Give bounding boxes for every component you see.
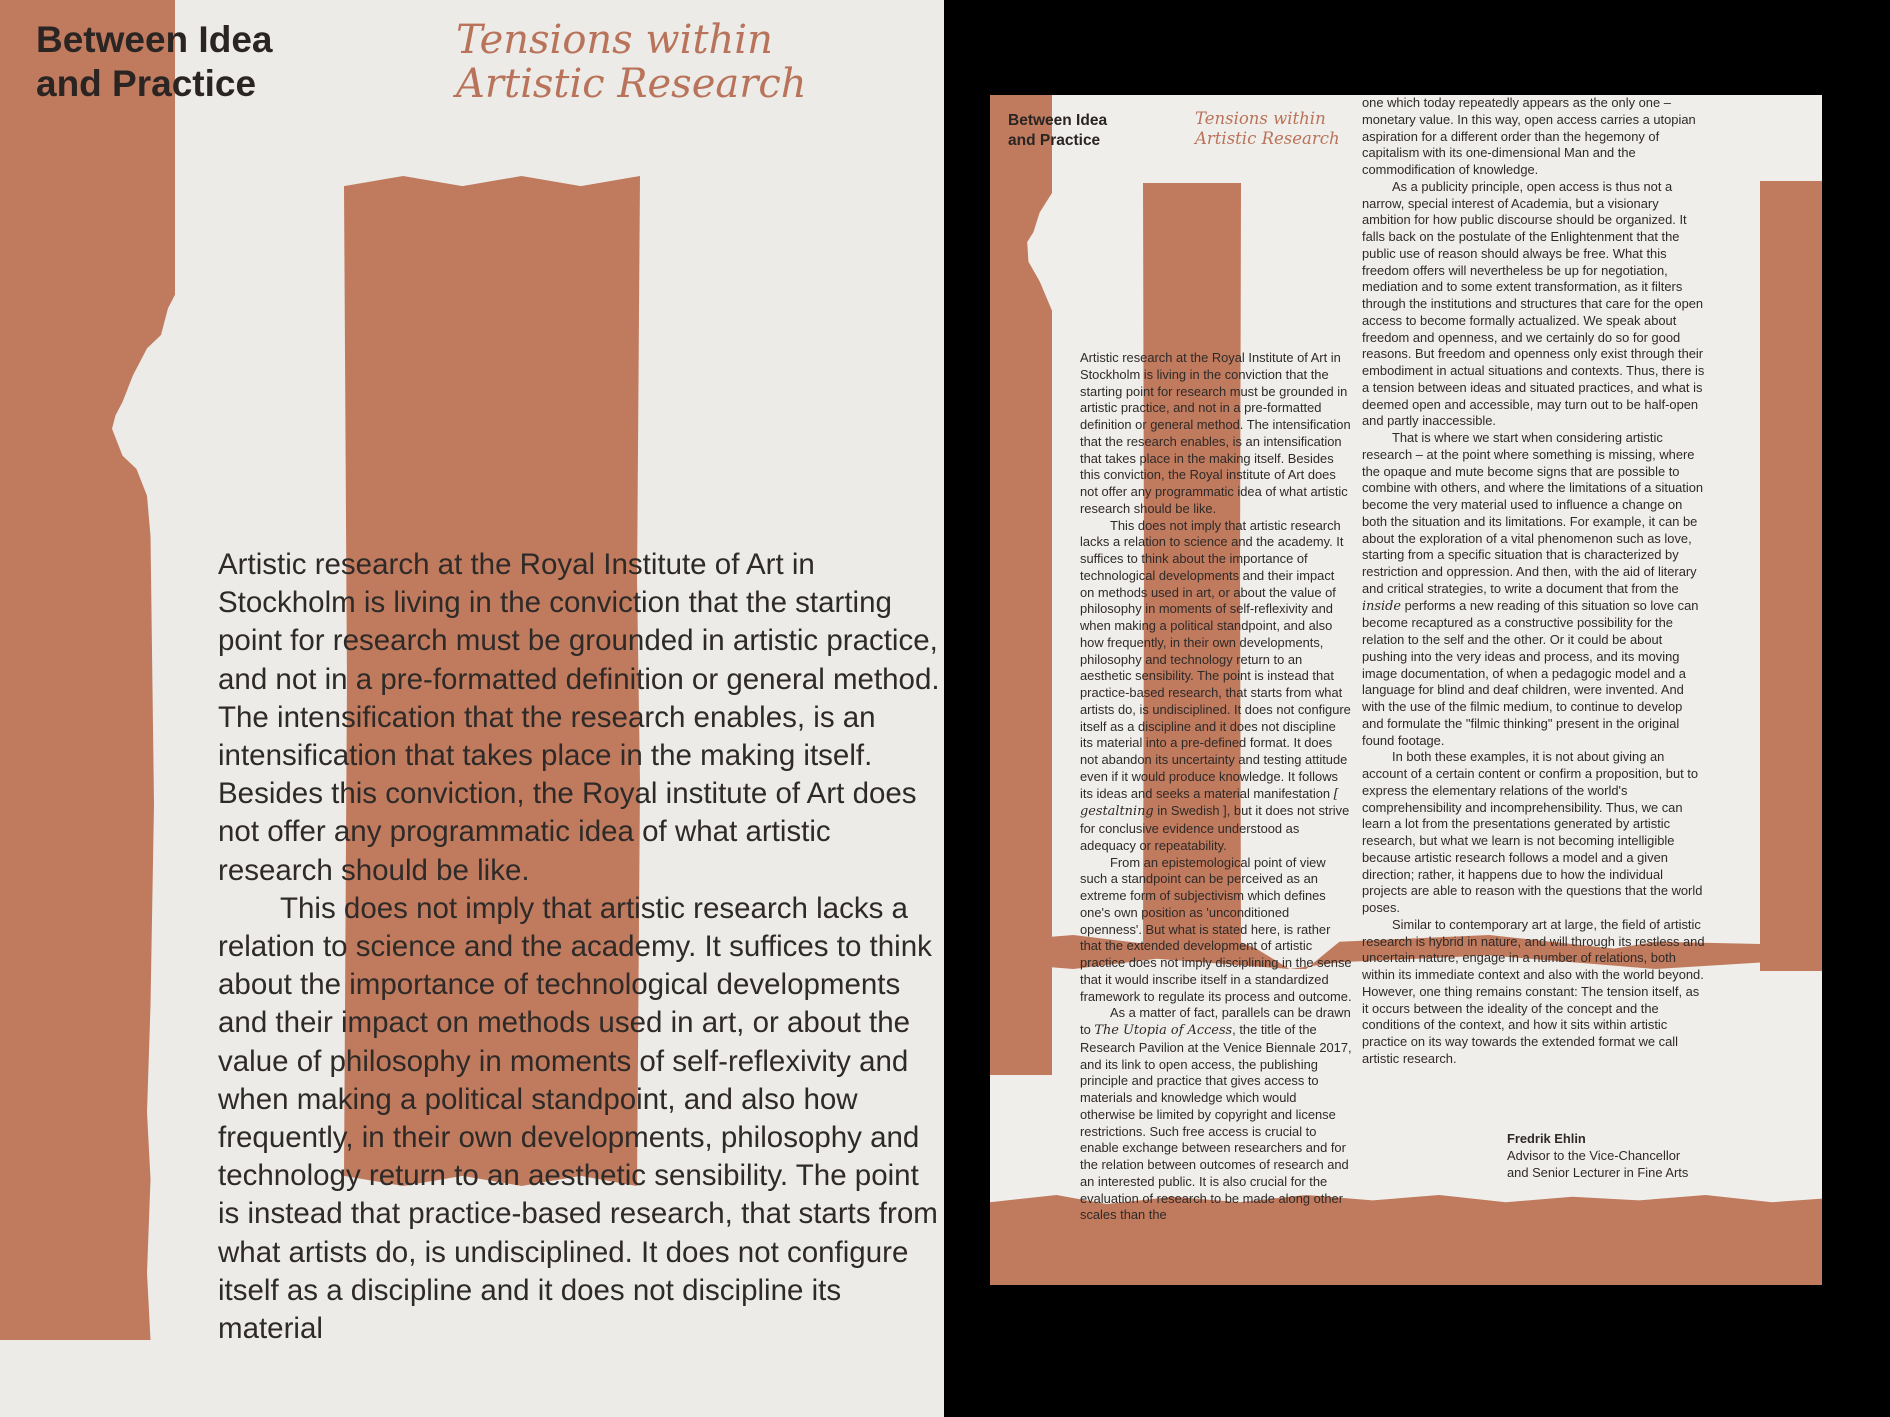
subtitle: Tensions within Artistic Research <box>456 17 807 107</box>
paragraph: one which today repeatedly appears as the only one – monetary value. In this way, open access carries a utopian aspiration for a different order than the hegemony of capitalism with its one-dimensional Man and the commodification of knowledge. <box>1362 95 1696 177</box>
rust-left-strip <box>0 0 175 1340</box>
paragraph: As a publicity principle, open access is thus not a narrow, special interest of Academia, but a visionary ambition for how public discourse should be organized. It falls back on the postulate of the Enlightenment that the public use of reason should always be free. What this freedom offers will nevertheless be up for negotiation, mediation and to some extent transformation, as it filters through the institutions and structures that care for the open access to become formally actualized. We speak about freedom and openness, and we certainly do so for good reasons. But freedom and openness only exist through their embodiment in actual situations and contexts. Thus, there is a tension between ideas and situated practices, and what is deemed open and accessible, may turn out to be half-open and partly inaccessible. <box>1362 178 1705 429</box>
title: Between Idea and Practice <box>36 19 273 104</box>
paragraph: In both these examples, it is not about giving an account of a certain content or confirm a proposition, but to express the elementary relations of the world's comprehensibility and incomprehensibility. Thus, we can learn a lot from the presentations generated by artistic research, but what we learn is not becoming intelligible because artistic research follows a model and a given direction; rather, it happens due to how the individual projects are able to reason with the questions that the world poses. <box>1362 749 1703 915</box>
author-name: Fredrik Ehlin <box>1507 1131 1586 1146</box>
gestaltning-term: [ gestaltning <box>1080 786 1339 820</box>
paragraph: Similar to contemporary art at large, the field of artistic research is hybrid in nature, and will through its restless and uncertain nature, engage in a number of relations, both within its immediate context and also with the world beyond. However, one thing remains constant: The tension itself, as it occurs between the ideality of the concept and the conditions of the context, and how it sits within artistic practice on its way towards the extended format we call artistic research. <box>1362 916 1705 1066</box>
paragraph: This does not imply that artistic research lacks a relation to science and the academy. It suffices to think about the importance of technological developments and their impact on methods used in art, or about the value of philosophy in moments of self-reflexivity and when making a political standpoint, and also how frequently, in their own developments, philosophy and technology return to an aesthetic sensibility. The point is instead that practice-based research, that starts from what artists do, is undisciplined. It does not configure itself as a discipline and it does not discipline its material into a pre-defined format. It does not abandon its uncertainty and testing attitude even if it would produce knowledge. It follows its ideas and seeks a material manifestation [ gestaltning in Swedish ], but it does not strive for conclusive evidence understood as adequacy or repeatability. <box>1080 517 1351 853</box>
paragraph: Artistic research at the Royal Institute of Art in Stockholm is living in the conviction that the starting point for research must be grounded in artistic practice, and not in a pre-formatted definition or general method. The intensification that the research enables, is an intensification that takes place in the making itself. Besides this conviction, the Royal institute of Art does not offer any programmatic idea of what artistic research should be like. <box>1080 350 1351 516</box>
author-role: Advisor to the Vice-Chancellor <box>1507 1147 1681 1163</box>
paragraph: As a matter of fact, parallels can be drawn to The Utopia of Access, the title of the Research Pavilion at the Venice Biennale 2017, and its link to open access, the publishing principle and practice that gives access to materials and knowledge which would otherwise be limited by copyright and license restrictions. Such free access is crucial to enable exchange between researchers and for the relation between outcomes of research and an interested public. It is also crucial for the evaluation of research to be made along other scales than the <box>1080 1005 1352 1223</box>
closeup-panel <box>0 0 944 1417</box>
title: Between Idea and Practice <box>1008 112 1108 149</box>
author-signature <box>1507 1131 1688 1181</box>
article-column-1 <box>1080 350 1352 1224</box>
closeup-paragraph-1: Artistic research at the Royal Institute of Art in Stockholm is living in the conviction that the starting point for research must be grounded in artistic practice, and not in a pre-formatted definition or general method. The intensification that the research enables, is an intensification that takes place in the making itself. Besides this conviction, the Royal institute of Art does not offer any programmatic idea of what artistic research should be like. <box>218 548 940 887</box>
author-role: and Senior Lecturer in Fine Arts <box>1507 1164 1689 1180</box>
closeup-body-text <box>218 546 944 1348</box>
article-column-2 <box>1362 95 1706 1068</box>
rust-right-strip <box>1760 181 1822 971</box>
inside-emphasis: inside <box>1362 598 1402 614</box>
paragraph: From an epistemological point of view such a standpoint can be perceived as an extreme form of subjectivism which defines one's own position as 'unconditioned openness'. But what is stated here, is rather that the extended development of artistic practice does not imply disciplining in the sense that it would inscribe itself in a standardized framework to regulate its process and outcome. <box>1080 854 1352 1004</box>
subtitle: Tensions within Artistic Research <box>1195 109 1340 148</box>
closeup-paragraph-2: This does not imply that artistic research lacks a relation to science and the academy. It suffices to think about the importance of technological developments and their impact on methods used in art, or about the value of philosophy in moments of self-reflexivity and when making a political standpoint, and also how frequently, in their own developments, philosophy and technology return to an aesthetic sensibility. The point is instead that practice-based research, that starts from what artists do, is undisciplined. It does not configure itself as a discipline and it does not discipline its material <box>218 891 938 1346</box>
full-page-panel <box>990 95 1822 1285</box>
rust-left-strip <box>990 95 1052 1075</box>
utopia-of-access-title: The Utopia of Access <box>1094 1023 1233 1038</box>
paragraph: That is where we start when considering artistic research – at the point where something is missing, where the opaque and mute become signs that are possible to combine with others, and where the limitations of a situation become the very material used to influence a change on both the situation and its limitations. For example, it can be about the exploration of a vital phenomenon such as love, starting from a specific situation that is characterized by restriction and oppression. And then, with the aid of literary and critical strategies, to write a document that from the inside performs a new reading of this situation so love can become recaptured as a constructive possibility for the relation to the self and the other. Or it could be about pushing into the very ideas and process, and its moving image documentation, of when a pedagogic model and a language for blind and deaf children, were invented. And with the use of the filmic medium, to continue to develop and formulate the "filmic thinking" present in the original found footage. <box>1362 430 1704 748</box>
